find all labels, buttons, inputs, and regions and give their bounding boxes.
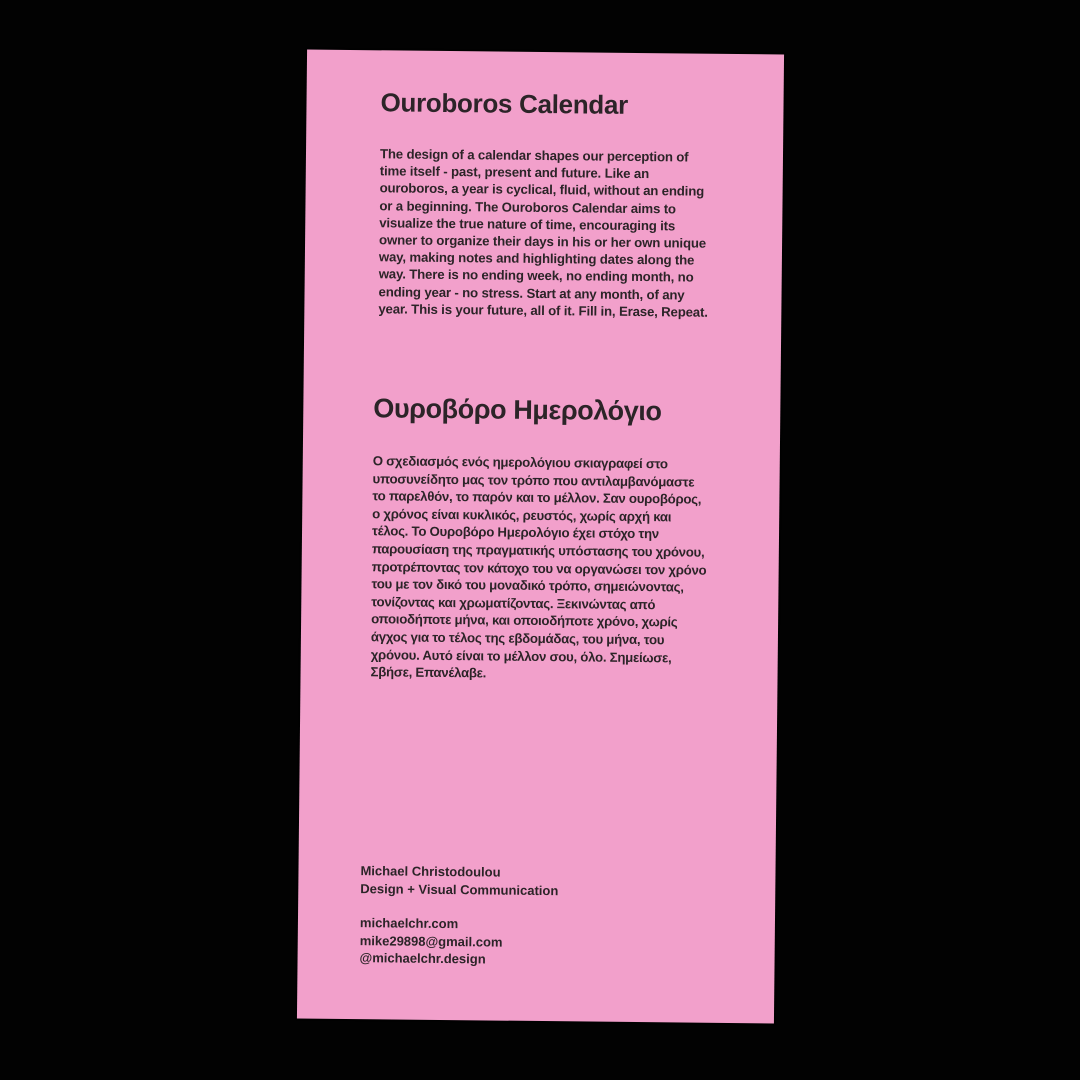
social-handle-text: @michaelchr.design	[359, 950, 486, 967]
author-credits	[360, 862, 558, 899]
author-role: Design + Visual Communication	[360, 880, 559, 898]
english-description: The design of a calendar shapes our perception of time itself - past, present and future. Like an ouroboros, a year is cyclical, fluid, without an ending or a beginning. The Ouroboros Calendar aims to visualize the true nature of time, encouraging its owner to organize their days in his or her own unique way, making notes and highlighting dates along the way. There is no ending week, no ending month, no ending year - no stress. Start at any month, of any year. This is your future, all of it. Fill in, Erase, Repeat.	[378, 146, 708, 320]
pink-flyer-card	[297, 50, 784, 1024]
author-name: Michael Christodoulou	[360, 863, 501, 880]
email-text: mike29898@gmail.com	[359, 932, 503, 950]
contact-info	[359, 914, 502, 968]
greek-description: Ο σχεδιασμός ενός ημερολόγιου σκιαγραφεί στο υποσυνείδητο μας τον τρόπο που αντιλαμβανόμαστε το παρελθόν, το παρόν και το μέλλον. Σαν ουροβόρος, ο χρόνος είναι κυκλικός, ρευστός, χωρίς αρχή και τέλος. Το Ουροβόρο Ημερολόγιο έχει στόχο την παρουσίαση της πραγματικής υπόστασης του χρόνου, προτρέποντας τον κάτοχο του να οργανώσει τον χρόνο του με τον δικό του μοναδικό τρόπο, σημειώνοντας, τονίζοντας και χρωματίζοντας. Ξεκινώντας από οποιοδήποτε μήνα, και οποιοδήποτε χρόνο, χωρίς άγχος για το τέλος της εβδομάδας, του μήνα, του χρόνου. Αυτό είναι το μέλλον σου, όλο. Σημείωσε, Σβήσε, Επανέλαβε.	[370, 453, 707, 681]
website-text: michaelchr.com	[359, 915, 459, 932]
greek-title: Ουροβόρο Ημερολόγιο	[373, 393, 662, 427]
english-title: Ouroboros Calendar	[380, 87, 629, 120]
